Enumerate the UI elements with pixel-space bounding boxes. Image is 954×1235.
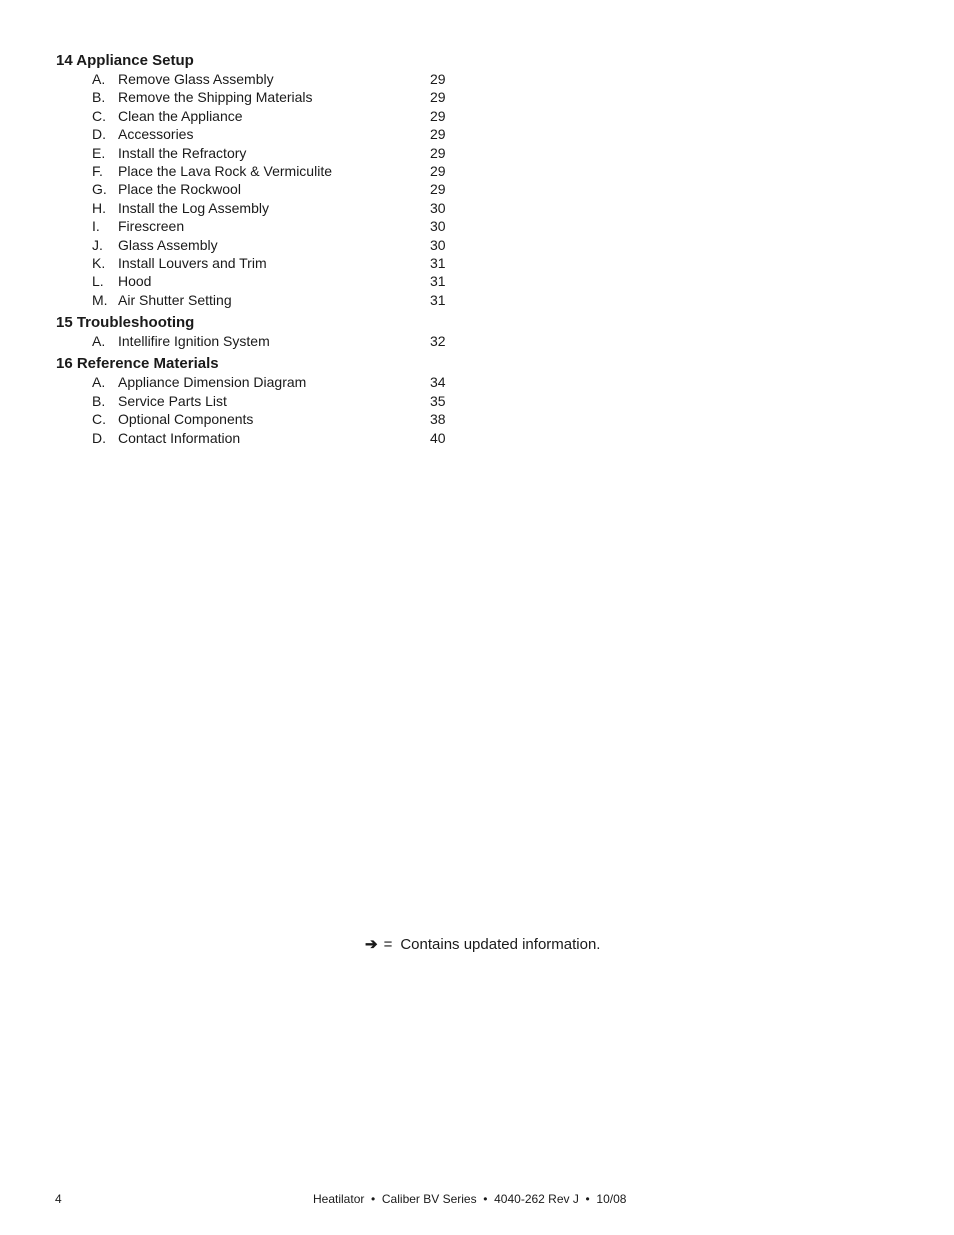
toc-entry[interactable] [56, 236, 456, 254]
entry-title: Install the Refractory [118, 144, 247, 161]
entry-letter: H. [92, 199, 106, 216]
section-title: 16 Reference Materials [56, 355, 219, 373]
entry-title: Service Parts List [118, 392, 227, 409]
entry-title: Contact Information [118, 429, 241, 446]
toc-entry[interactable] [56, 373, 456, 391]
entry-title: Firescreen [118, 218, 185, 235]
entry-letter: J. [92, 236, 103, 253]
entry-letter: D. [92, 126, 106, 143]
footer-text: Heatilator • Caliber BV Series • 4040-262 Rev J • 10/08 [313, 1192, 627, 1206]
entry-letter: E. [92, 144, 106, 161]
section-title: 15 Troubleshooting [56, 314, 195, 332]
toc-entry[interactable] [56, 70, 456, 88]
entry-title: Remove the Shipping Materials [118, 89, 313, 106]
entry-letter: A. [92, 71, 106, 87]
entry-title: Optional Components [118, 411, 254, 428]
entry-page: 30 [430, 236, 446, 253]
entry-page: 30 [430, 199, 446, 216]
entry-letter: C. [92, 411, 106, 428]
toc-entry[interactable] [56, 88, 456, 106]
legend-text: Contains updated information. [400, 936, 601, 953]
toc-entry[interactable] [56, 429, 456, 447]
entry-page: 29 [430, 107, 446, 124]
entry-page: 29 [430, 89, 446, 106]
entry-page: 35 [430, 392, 446, 409]
section-title: 14 Appliance Setup [56, 52, 194, 69]
toc-entry[interactable] [56, 162, 456, 180]
entry-title: Appliance Dimension Diagram [118, 374, 307, 391]
entry-title: Air Shutter Setting [118, 291, 232, 308]
entry-letter: G. [92, 181, 107, 198]
entry-title: Clean the Appliance [118, 107, 243, 124]
entry-letter: B. [92, 89, 106, 106]
entry-page: 31 [430, 273, 446, 290]
toc-entry[interactable] [56, 144, 456, 162]
toc-entry[interactable] [56, 254, 456, 272]
toc-entry[interactable] [56, 217, 456, 235]
entry-page: 29 [430, 126, 446, 143]
entry-letter: B. [92, 392, 106, 409]
toc-section [56, 314, 456, 350]
entry-letter: L. [92, 273, 104, 290]
entry-letter: K. [92, 254, 106, 271]
toc-entry[interactable] [56, 107, 456, 125]
entry-page: 29 [430, 181, 446, 198]
toc-entry[interactable] [56, 125, 456, 143]
legend-equals: = [383, 936, 393, 953]
toc-entry[interactable] [56, 199, 456, 217]
toc-entry[interactable] [56, 392, 456, 410]
entry-letter: C. [92, 107, 106, 124]
entry-title: Remove Glass Assembly [118, 71, 274, 87]
toc-section [56, 52, 456, 309]
entry-page: 29 [430, 71, 446, 87]
page-number: 4 [55, 1192, 62, 1206]
entry-title: Hood [118, 273, 152, 290]
entry-page: 34 [430, 374, 446, 391]
entry-title: Install the Log Assembly [118, 199, 269, 216]
entry-title: Glass Assembly [118, 236, 218, 253]
entry-title: Place the Lava Rock & Vermiculite [118, 162, 332, 179]
entry-letter: A. [92, 333, 106, 350]
entry-letter: F. [92, 162, 103, 179]
toc-section [56, 355, 456, 447]
entry-letter: A. [92, 374, 106, 391]
updated-info-legend [365, 936, 600, 954]
entry-title: Place the Rockwool [118, 181, 241, 198]
toc-entry[interactable] [56, 272, 456, 290]
entry-letter: I. [92, 218, 100, 235]
entry-page: 30 [430, 218, 446, 235]
entry-letter: M. [92, 291, 108, 308]
entry-title: Accessories [118, 126, 194, 143]
entry-page: 31 [430, 254, 446, 271]
right-arrow-icon: ➔ [365, 936, 378, 953]
entry-page: 29 [430, 144, 446, 161]
toc-entry[interactable] [56, 332, 456, 350]
entry-title: Intellifire Ignition System [118, 333, 270, 350]
entry-page: 40 [430, 429, 446, 446]
entry-title: Install Louvers and Trim [118, 254, 267, 271]
entry-page: 38 [430, 411, 446, 428]
entry-page: 29 [430, 162, 446, 179]
entry-page: 32 [430, 333, 446, 350]
toc-entry[interactable] [56, 180, 456, 198]
entry-page: 31 [430, 291, 446, 308]
table-of-contents [56, 52, 456, 452]
toc-entry[interactable] [56, 291, 456, 309]
toc-entry[interactable] [56, 410, 456, 428]
entry-letter: D. [92, 429, 106, 446]
